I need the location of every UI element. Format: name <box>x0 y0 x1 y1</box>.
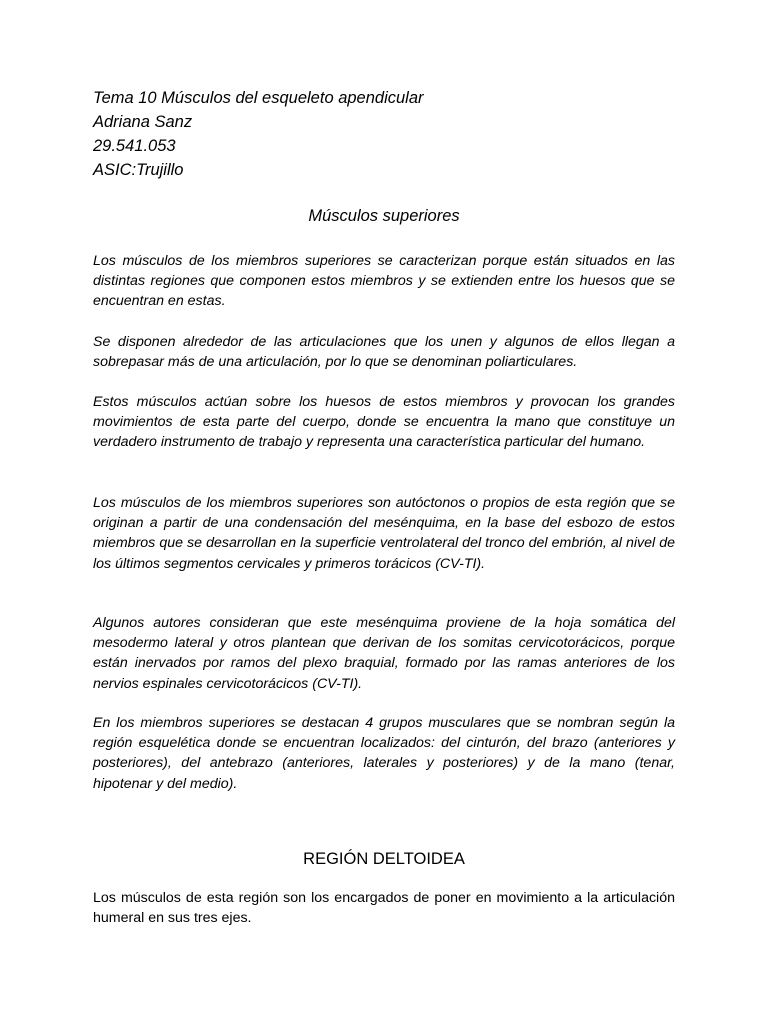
paragraph: Los músculos de los miembros superiores son autóctonos o propios de esta región que se originan a partir de una condensación del mesénquima, en la base del esbozo de estos miembros que se desarrollan en la superficie ventrolateral del tronco del embrión, al nivel de los últimos segmentos cervicales y primeros torácicos (CV-TI). <box>93 495 675 572</box>
paragraph: Los músculos de esta región son los encargados de poner en movimiento a la articulación humeral en sus tres ejes. <box>93 890 675 927</box>
paragraph: En los miembros superiores se destacan 4 grupos musculares que se nombran según la región esquelética donde se encuentran localizados: del cinturón, del brazo (anteriores y posteriores), del antebrazo (anteriores, laterales y posteriores) y de la mano (tenar, hipotenar y del medio). <box>93 715 675 792</box>
author-location: ASIC:Trujillo <box>93 161 184 179</box>
paragraph: Algunos autores consideran que este mesénquima proviene de la hoja somática del mesodermo lateral y otros plantean que derivan de los somitas cervicotorácicos, porque están inervados por ramos del plexo braquial, formado por las ramas anteriores de los nervios espinales cervicotorácicos (CV-TI). <box>93 615 675 692</box>
section-title-musculos-superiores: Músculos superiores <box>308 207 460 225</box>
section-title-region-deltoidea: REGIÓN DELTOIDEA <box>303 850 465 868</box>
paragraph: Estos músculos actúan sobre los huesos de estos miembros y provocan los grandes movimientos de esta parte del cuerpo, donde se encuentra la mano que constituye un verdadero instrumento de trabajo y representa una característica particular del humano. <box>93 394 675 451</box>
author-name: Adriana Sanz <box>93 113 193 131</box>
topic-title: Tema 10 Músculos del esqueleto apendicular <box>93 89 424 107</box>
paragraph: Los músculos de los miembros superiores se caracterizan porque están situados en las distintas regiones que componen estos miembros y se extienden entre los huesos que se encuentran en estas. <box>93 253 675 310</box>
paragraph: Se disponen alrededor de las articulaciones que los unen y algunos de ellos llegan a sobrepasar más de una articulación, por lo que se denominan poliarticulares. <box>93 334 675 371</box>
author-id-number: 29.541.053 <box>93 137 176 155</box>
document-header <box>93 86 424 182</box>
